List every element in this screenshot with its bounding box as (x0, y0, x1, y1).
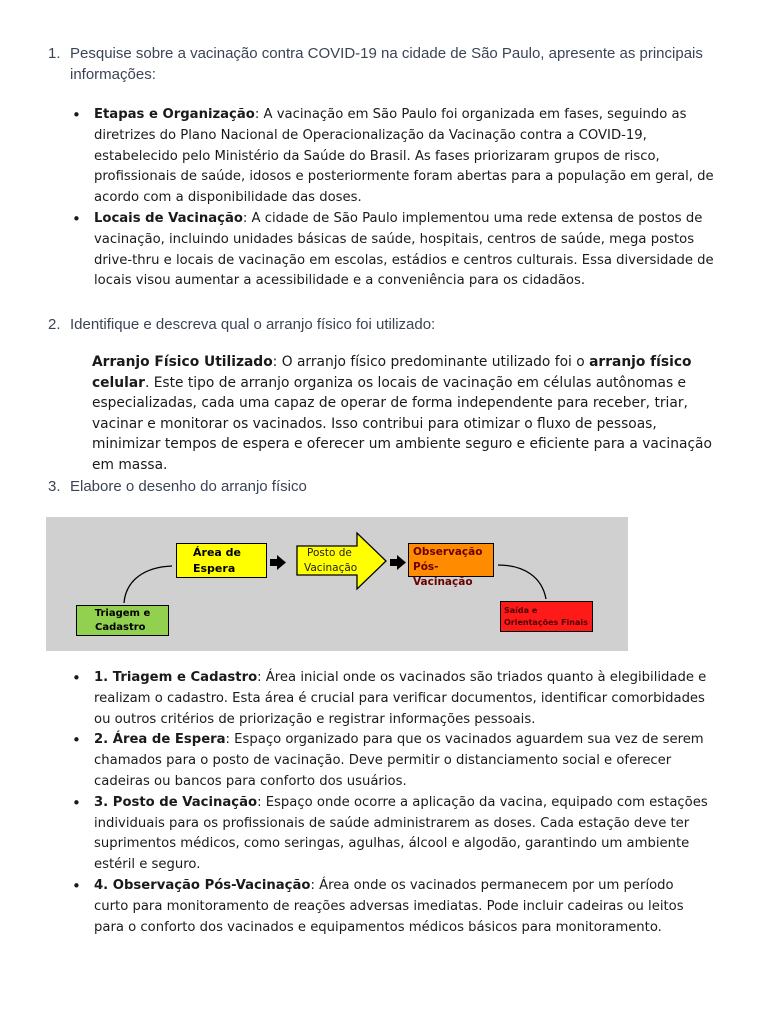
answer-text: : O arranjo físico predominante utilizado foi o (272, 354, 590, 370)
espera-box (176, 543, 267, 578)
box-label: Vacinação (304, 562, 358, 574)
bullet-term: 2. Área de Espera (94, 732, 226, 748)
arrow-right-icon (390, 555, 406, 570)
bullet-text: : A vacinação em São Paulo foi organizada em fases, seguindo as diretrizes do Plano Nacional de Operacionalização da Vacinação contra a COVID-19, estabelecido pelo Ministério da Saúde do Brasil. As fases priorizaram grupos de risco, profissionais de saúde, idosos e posteriormente foram abertas para a população em geral, de acordo com a disponibilidade das doses. (94, 107, 714, 206)
box-label: Orientações Finais (504, 618, 588, 627)
layout-diagram (46, 517, 628, 651)
arrow-right-icon (270, 555, 286, 570)
box-label: Área de (193, 546, 241, 559)
question-number: 3. (48, 478, 61, 495)
bullet-text: : Espaço organizado para que os vacinados aguardem sua vez de serem chamados para o posto de vacinação. Deve permitir o distanciamento social e oferecer cadeiras ou bancos para conforto dos usuários. (94, 732, 704, 789)
question-text: Elabore o desenho do arranjo físico (70, 478, 307, 495)
triagem-box (76, 605, 169, 636)
q2-answer-paragraph (92, 352, 722, 476)
connector-curve (498, 565, 546, 599)
box-label: Pós-Vacinação (413, 561, 473, 588)
box-label: Cadastro (95, 622, 146, 633)
box-label: Espera (193, 562, 236, 575)
question-text: Identifique e descreva qual o arranjo físico foi utilizado: (70, 316, 436, 333)
posto-arrow-label (304, 546, 357, 576)
bullet-term: Locais de Vacinação (94, 210, 243, 226)
question-3 (48, 476, 738, 497)
question-text: Pesquise sobre a vacinação contra COVID-19 na cidade de São Paulo, apresente as principais informações: (70, 45, 703, 83)
box-label: Posto de (307, 547, 352, 559)
list-item (72, 793, 712, 876)
answer-term: Arranjo Físico Utilizado (92, 354, 273, 370)
list-item (72, 105, 722, 209)
list-item (72, 730, 712, 792)
q3-bullet-list (72, 668, 712, 938)
box-label: Triagem e (94, 608, 151, 619)
bullet-term: 1. Triagem e Cadastro (94, 670, 258, 685)
connector-curve (124, 566, 172, 603)
list-item (72, 668, 712, 730)
bullet-text: : Área inicial onde os vacinados são triados quanto à elegibilidade e realizam o cadastro. Esta área é crucial para verificar documentos, identificar comorbidades ou outros critérios de priorização e registrar informações pessoais. (94, 670, 707, 727)
list-item (72, 876, 712, 938)
observacao-box (408, 543, 494, 588)
box-label: Observação (413, 546, 483, 558)
question-number: 2. (48, 316, 61, 333)
bullet-text: : Área onde os vacinados permanecem por um período curto para monitoramento de reações adversas imediatas. Pode incluir cadeiras ou leitos para o conforto dos vacinados e equipamentos médicos básicos para monitoramento. (94, 877, 684, 935)
question-number: 1. (48, 45, 61, 62)
answer-highlight: arranjo físico celular (92, 354, 692, 391)
bullet-text: : A cidade de São Paulo implementou uma rede extensa de postos de vacinação, incluindo unidades básicas de saúde, hospitais, centros de saúde, mega postos drive-thru e locais de vacinação em escolas, estádios e centros culturais. Essa diversidade de locais visou aumentar a acessibilidade e a conveniência para os cidadãos. (94, 210, 714, 289)
question-1 (48, 43, 738, 85)
list-item (72, 209, 722, 292)
saida-box (500, 601, 593, 632)
question-2 (48, 314, 738, 335)
box-label: Saída e (504, 606, 538, 615)
bullet-term: Etapas e Organização (94, 107, 255, 122)
q1-bullet-list (72, 105, 722, 292)
bullet-text: : Espaço onde ocorre a aplicação da vacina, equipado com estações individuais para os profissionais de saúde administrarem as doses. Cada estação deve ter suprimentos médicos, como seringas, agulhas, álcool e algodão, garantindo um ambiente estéril e seguro. (94, 794, 708, 873)
bullet-term: 3. Posto de Vacinação (94, 794, 258, 810)
answer-text: . Este tipo de arranjo organiza os locais de vacinação em células autônomas e especializadas, cada uma capaz de operar de forma independente para receber, triar, vacinar e monitorar os vacinados. Isso contribui para otimizar o fluxo de pessoas, minimizar tempos de espera e oferecer um ambiente seguro e eficiente para a vacinação em massa. (92, 374, 712, 473)
bullet-term: 4. Observação Pós-Vacinação (94, 877, 311, 893)
